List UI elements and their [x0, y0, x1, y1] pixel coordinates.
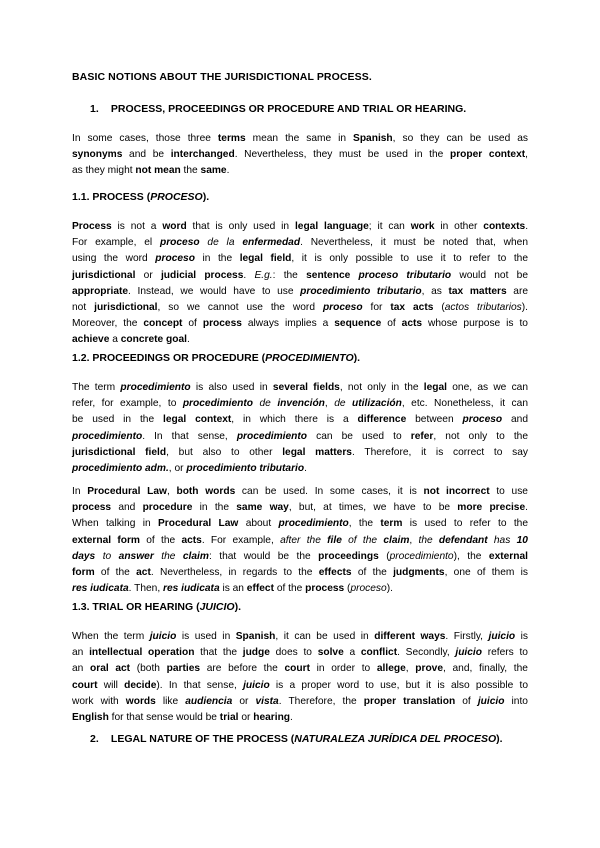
text-line: appropriate. Instead, we would have to use procedimiento tributario, as tax matters are	[72, 285, 528, 297]
section-1-title: PROCESS, PROCEEDINGS OR PROCEDURE AND TRIAL OR HEARING.	[110, 103, 467, 115]
paragraph-juicio	[72, 629, 528, 726]
text-line: The term procedimiento is also used in several fields, not only in the legal one, as we can	[72, 382, 528, 393]
text-line: external form of the acts. For example, after the file of the claim, the defendant has 10	[72, 534, 528, 546]
text-line: For example, el proceso de la enfermedad. Nevertheless, it must be noted that, when	[72, 237, 528, 249]
text-line: not jurisdictional, so we cannot use the word proceso for tax acts (actos tributarios).	[72, 302, 528, 314]
text-line: When talking in Procedural Law about procedimiento, the term is used to refer to the	[72, 518, 528, 530]
section-1-heading	[90, 103, 466, 115]
subsection-1-3-heading: 1.3. TRIAL OR HEARING (JUICIO).	[72, 601, 242, 613]
section-1-number: 1.	[90, 103, 99, 115]
subsection-1-1-heading: 1.1. PROCESS (PROCESO).	[72, 191, 210, 203]
text-line: refer, for example, to procedimiento de invención, de utilización, etc. Nonetheless, it can	[72, 398, 528, 410]
text-line: When the term juicio is used in Spanish, it can be used in different ways. Firstly, juicio is	[72, 631, 529, 642]
text-line: achieve a concrete goal.	[72, 334, 190, 346]
intro-paragraph	[72, 131, 528, 180]
text-line: procedimiento adm., or procedimiento tributario.	[72, 463, 307, 475]
text-line: res iudicata. Then, res iudicata is an effect of the process (proceso).	[72, 583, 393, 595]
section-2-number: 2.	[90, 733, 99, 745]
text-line: be used in the legal context, in which there is a difference between proceso and	[72, 414, 529, 426]
text-line: process and procedure in the same way, but, at times, we have to be more precise.	[72, 502, 528, 514]
text-line: In Procedural Law, both words can be used. In some cases, it is not incorrect to use	[72, 486, 528, 497]
text-line: jurisdictional or judicial process. E.g.: the sentence proceso tributario would not be	[72, 269, 528, 281]
text-line: procedimiento. In that sense, procedimiento can be used to refer, not only to the	[72, 430, 529, 442]
subsection-1-2-heading: 1.2. PROCEEDINGS OR PROCEDURE (PROCEDIMIENTO).	[72, 352, 361, 364]
section-2-title: LEGAL NATURE OF THE PROCESS (NATURALEZA JURÍDICA DEL PROCESO).	[110, 733, 503, 745]
text-line: an oral act (both parties are before the court in order to allege, prove, and, finally, the	[72, 663, 528, 675]
text-line: Moreover, the concept of process always implies a sequence of acts whose purpose is to	[72, 318, 528, 330]
text-line: work with words like audiencia or vista. Therefore, the proper translation of juicio into	[72, 695, 528, 707]
text-line: English for that sense would be trial or hearing.	[72, 712, 293, 724]
text-line: court will decide). In that sense, juicio is a proper word to use, but it is also possible to	[72, 679, 528, 691]
text-line: In some cases, those three terms mean the same in Spanish, so they can be used as	[72, 133, 528, 144]
text-line: form of the act. Nevertheless, in regards to the effects of the judgments, one of them is	[72, 567, 528, 579]
document-title: BASIC NOTIONS ABOUT THE JURISDICTIONAL PROCESS.	[72, 71, 372, 83]
text-line: using the word proceso in the legal field, it is only possible to use it to refer to the	[72, 253, 528, 265]
text-line: jurisdictional field, but also to other legal matters. Therefore, it is correct to say	[72, 446, 528, 458]
paragraph-procedimiento	[72, 380, 528, 477]
text-line: days to answer the claim: that would be the proceedings (procedimiento), the external	[72, 550, 528, 562]
text-line: Process is not a word that is only used in legal language; it can work in other contexts.	[72, 221, 529, 232]
text-line: an intellectual operation that the judge does to solve a conflict. Secondly, juicio refers to	[72, 647, 528, 659]
text-line: synonyms and be interchanged. Nevertheless, they must be used in the proper context,	[72, 149, 528, 161]
section-2-heading	[90, 733, 503, 745]
paragraph-procedural-law	[72, 484, 528, 597]
paragraph-process	[72, 219, 528, 349]
text-line: as they might not mean the same.	[72, 165, 230, 177]
